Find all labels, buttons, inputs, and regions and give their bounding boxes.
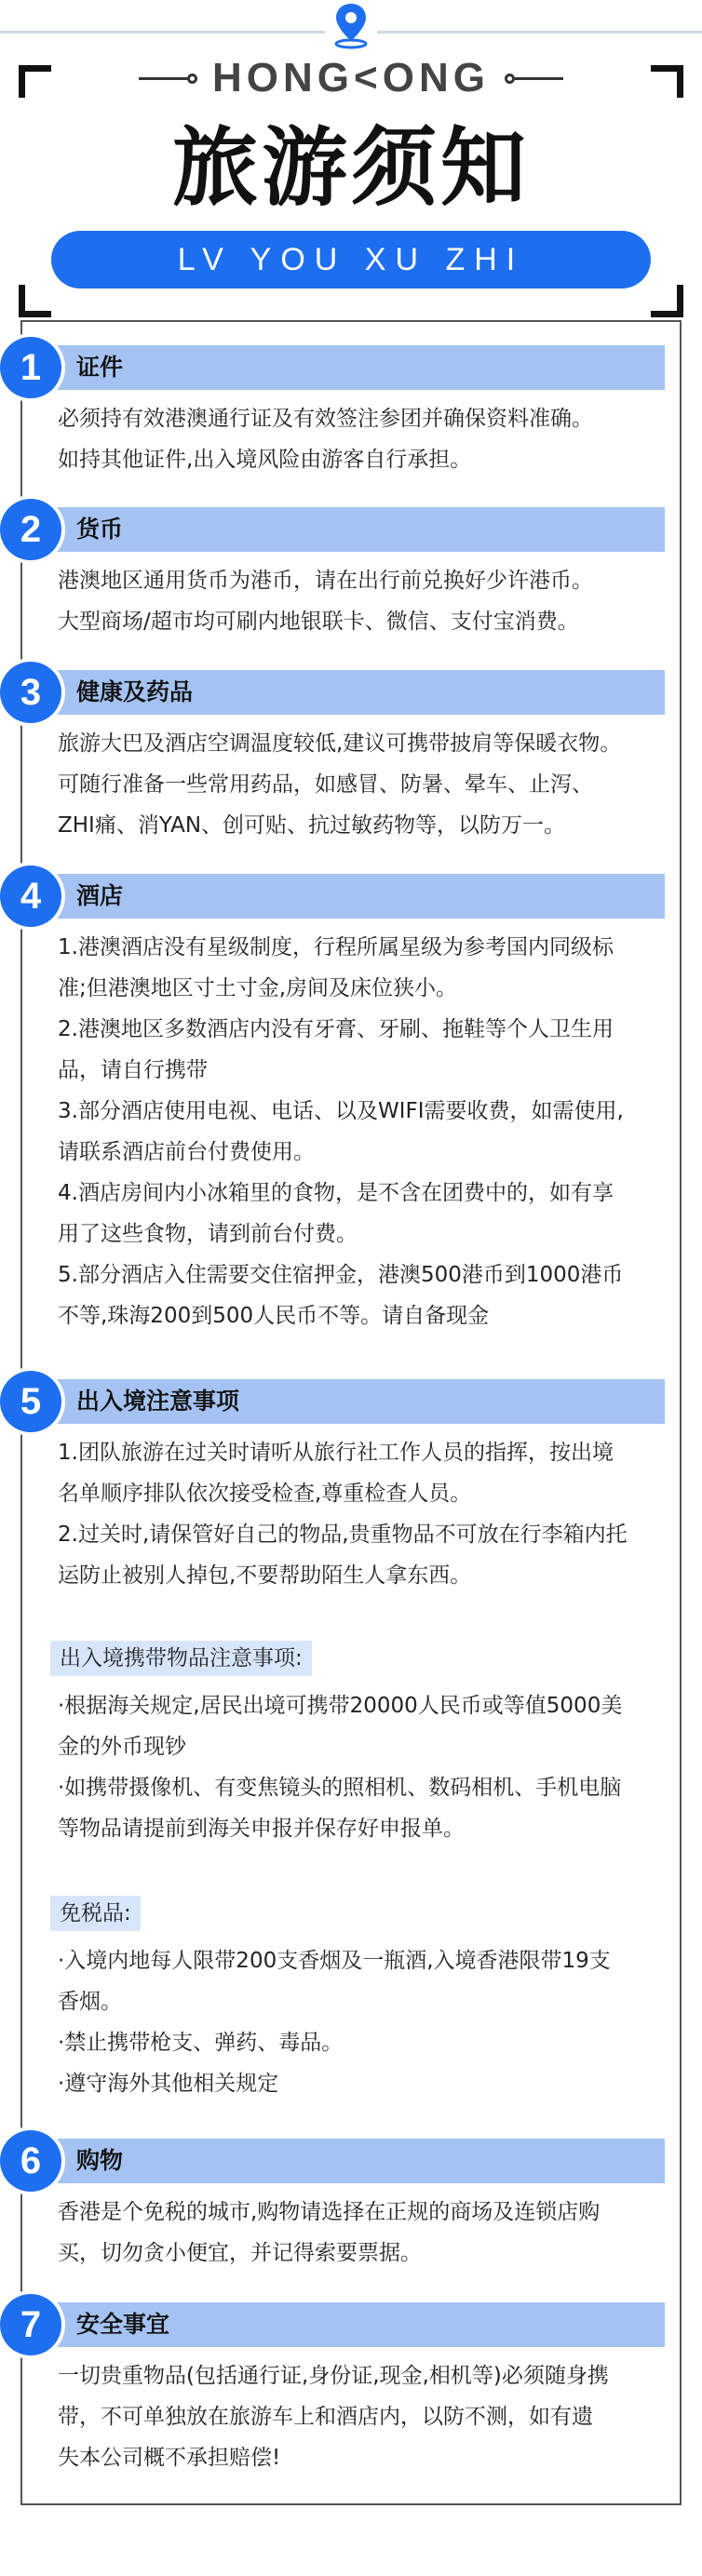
- body-line: 3.部分酒店使用电视、电话、以及WIFI需要收费，如需使用,: [58, 1099, 624, 1123]
- corner-bracket-bottom-right: [651, 285, 683, 317]
- body-line: 买，切勿贪小便宜，并记得索要票据。: [58, 2241, 422, 2265]
- body-line: 香烟。: [58, 1990, 122, 2014]
- body-line: ZHI痛、消YAN、创可贴、抗过敏药物等，以防万一。: [58, 813, 566, 838]
- carry-items-body: [58, 1685, 661, 1849]
- body-line: 运防止被别人掉包,不要帮助陌生人拿东西。: [58, 1563, 472, 1588]
- body-line: 等物品请提前到海关申报并保存好申报单。: [58, 1817, 465, 1841]
- section-title: 健康及药品: [76, 678, 194, 705]
- section-body: [58, 723, 661, 846]
- section-number: 4: [0, 865, 61, 927]
- page-title: 旅游须知: [171, 117, 530, 218]
- body-line: 如持其他证件,出入境风险由游客自行承担。: [58, 448, 472, 472]
- body-line: 2.港澳地区多数酒店内没有牙膏、牙刷、拖鞋等个人卫生用: [58, 1017, 614, 1041]
- brand-dot-left: [187, 74, 197, 84]
- section-body: [58, 398, 661, 480]
- corner-bracket-bottom-left: [19, 285, 51, 317]
- body-line: 1.港澳酒店没有星级制度，行程所属星级为参考国内同级标: [58, 935, 614, 959]
- body-line: ·如携带摄像机、有变焦镜头的照相机、数码相机、手机电脑: [58, 1776, 622, 1800]
- duty-free-tag: 免税品:: [50, 1896, 141, 1931]
- body-line: 2.过关时,请保管好自己的物品,贵重物品不可放在行李箱内托: [58, 1523, 628, 1547]
- body-line: ·禁止携带枪支、弹药、毒品。: [58, 2031, 344, 2055]
- body-line: 带，不可单独放在旅游车上和酒店内，以防不测，如有遗: [58, 2405, 593, 2429]
- body-line: 失本公司概不承担赔偿!: [58, 2446, 281, 2470]
- brand-dot-right: [505, 74, 515, 84]
- section-title: 安全事宜: [76, 2311, 170, 2338]
- subtitle-pill: LV YOU XU ZHI: [51, 231, 651, 288]
- section-bar: [37, 874, 665, 919]
- body-line: ·遵守海外其他相关规定: [58, 2072, 279, 2096]
- section-body: [58, 2192, 661, 2274]
- brand-line-right: [515, 77, 563, 80]
- body-line: 5.部分酒店入住需要交住宿押金，港澳500港币到1000港币: [58, 1263, 624, 1287]
- body-line: 用了这些食物，请到前台付费。: [58, 1222, 358, 1246]
- body-line: 金的外币现钞: [58, 1735, 186, 1759]
- body-line: 请联系酒店前台付费使用。: [58, 1140, 315, 1164]
- body-line: 品，请自行携带: [58, 1058, 208, 1082]
- brand-row: [0, 50, 702, 106]
- section-title: 货币: [76, 516, 124, 543]
- body-line: 4.酒店房间内小冰箱里的食物，是不含在团费中的，如有享: [58, 1181, 614, 1205]
- section-title: 购物: [76, 2147, 124, 2174]
- section-title: 酒店: [76, 882, 124, 909]
- body-line: 旅游大巴及酒店空调温度较低,建议可携带披肩等保暖衣物。: [58, 731, 622, 756]
- section-body: [58, 560, 661, 642]
- body-line: 大型商场/超市均可刷内地银联卡、微信、支付宝消费。: [58, 610, 579, 634]
- section-number: 1: [0, 337, 61, 398]
- section-bar: [37, 507, 665, 552]
- section-body: [58, 2355, 661, 2478]
- brand-text: HONG<ONG: [212, 55, 490, 101]
- section-body: [58, 927, 661, 1336]
- section-bar: [37, 345, 665, 390]
- location-pin-icon: [325, 0, 377, 52]
- body-line: 必须持有效港澳通行证及有效签注参团并确保资料准确。: [58, 407, 593, 431]
- body-line: 名单顺序排队依次接受检查,尊重检查人员。: [58, 1482, 472, 1506]
- body-line: 准;但港澳地区寸土寸金,房间及床位狭小。: [58, 976, 458, 1000]
- section-number: 6: [0, 2130, 61, 2192]
- section-title: 证件: [76, 354, 124, 381]
- body-line: 一切贵重物品(包括通行证,身份证,现金,相机等)必须随身携: [58, 2364, 609, 2388]
- section-number: 3: [0, 662, 61, 723]
- body-line: ·根据海关规定,居民出境可携带20000人民币或等值5000美: [58, 1694, 623, 1718]
- carry-items-tag: 出入境携带物品注意事项:: [50, 1641, 312, 1676]
- section-number: 5: [0, 1371, 61, 1432]
- section-title: 出入境注意事项: [76, 1388, 240, 1415]
- body-line: 不等,珠海200到500人民币不等。请自备现金: [58, 1304, 490, 1328]
- duty-free-body: [58, 1940, 661, 2104]
- brand-line-left: [139, 77, 187, 80]
- section-body: [58, 1432, 661, 1596]
- body-line: 香港是个免税的城市,购物请选择在正规的商场及连锁店购: [58, 2200, 601, 2224]
- section-number: 2: [0, 499, 61, 560]
- body-line: 港澳地区通用货币为港币，请在出行前兑换好少许港币。: [58, 569, 593, 593]
- body-line: 1.团队旅游在过关时请听从旅行社工作人员的指挥，按出境: [58, 1441, 614, 1465]
- section-number: 7: [0, 2294, 61, 2355]
- body-line: ·入境内地每人限带200支香烟及一瓶酒,入境香港限带19支: [58, 1949, 611, 1973]
- body-line: 可随行准备一些常用药品，如感冒、防暑、晕车、止泻、: [58, 772, 593, 797]
- section-bar: [37, 2139, 665, 2183]
